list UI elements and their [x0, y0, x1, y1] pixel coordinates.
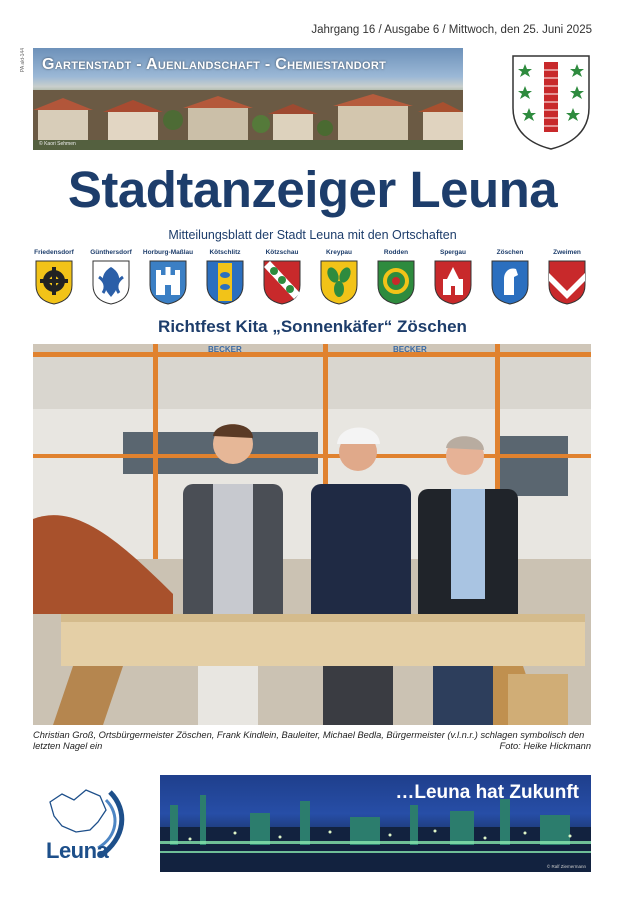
side-code: PA akt-144 — [20, 48, 26, 73]
issue-info: Jahrgang 16 / Ausgabe 6 / Mittwoch, den 25. Juni 2025 — [311, 24, 592, 36]
district-rodden — [370, 249, 422, 305]
article-headline: Richtfest Kita „Sonnenkäfer“ Zöschen — [158, 317, 467, 336]
scaffold-sign: BECKER — [208, 345, 242, 354]
district-guenthersdorf — [85, 249, 137, 305]
district-name: Kötschlitz — [209, 249, 241, 256]
district-horburg-masslau — [142, 249, 194, 305]
district-name: Zweimen — [553, 249, 581, 256]
banner-title: Gartenstadt - Auenlandschaft - Chemiestandort — [42, 56, 387, 73]
district-name: Kreypau — [325, 249, 352, 256]
district-koetzschau — [256, 249, 308, 305]
castle-crest-icon — [148, 259, 188, 305]
district-zweimen — [541, 249, 593, 305]
header-banner — [33, 48, 463, 150]
leaves-diagonal-crest-icon — [262, 259, 302, 305]
district-name: Rodden — [383, 249, 409, 256]
district-name: Günthersdorf — [90, 249, 132, 256]
photo-credit: Foto: Heike Hickmann — [499, 741, 591, 751]
district-crests — [28, 249, 598, 311]
wreath-crest-icon — [376, 259, 416, 305]
chevron-crest-icon — [547, 259, 587, 305]
district-name: Zöschen — [496, 249, 524, 256]
horse-crest-icon — [490, 259, 530, 305]
industry-promo-image — [160, 775, 591, 872]
scaffold-sign: BECKER — [393, 345, 427, 354]
page-subtitle: Mitteilungsblatt der Stadt Leuna mit den Ortschaften — [168, 228, 457, 242]
district-name: Friedensdorf — [34, 249, 74, 256]
oak-leaves-crest-icon — [319, 259, 359, 305]
article-photo — [33, 344, 591, 725]
fish-crest-icon — [205, 259, 245, 305]
district-zoeschen — [484, 249, 536, 305]
promo-photo-credit: © Ralf Ziemermann — [546, 864, 586, 869]
town-rooftops-image — [33, 90, 463, 150]
banner-photo-credit: © Kaori Sehmen — [39, 141, 76, 147]
district-spergau — [427, 249, 479, 305]
page-title: Stadtanzeiger Leuna — [67, 161, 558, 218]
logo-wordmark: Leuna — [46, 838, 109, 863]
church-crest-icon — [433, 259, 473, 305]
leuna-coat-of-arms-icon — [511, 54, 591, 150]
photo-caption: Christian Groß, Ortsbürgermeister Zöschen, Frank Kindlein, Bauleiter, Michael Bedla, Bürgermeister (v.l.n.r.) schlagen symbolisch den letzten Nagel ein — [33, 730, 585, 751]
district-friedensdorf — [28, 249, 80, 305]
promo-title: …Leuna hat Zukunft — [395, 782, 579, 803]
leaf-crest-icon — [91, 259, 131, 305]
district-kreypau — [313, 249, 365, 305]
district-name: Kötzschau — [265, 249, 299, 256]
district-name: Horburg-Maßlau — [142, 249, 194, 256]
district-name: Spergau — [439, 249, 466, 256]
district-koetschlitz — [199, 249, 251, 305]
construction-scene-image — [33, 344, 591, 725]
gear-crest-icon — [34, 259, 74, 305]
